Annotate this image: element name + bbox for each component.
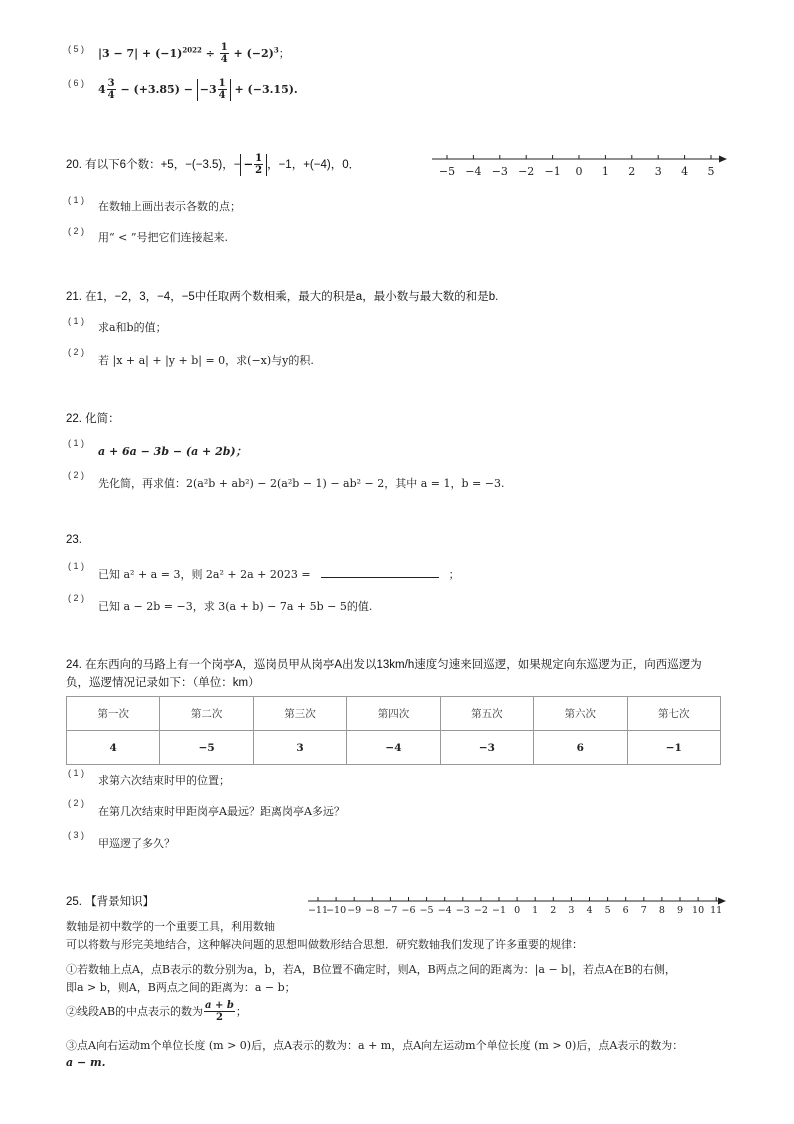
q19-part6-expression: 4 $\frac{3}{4}$ − (+3.85) − −3 $\frac{1}{4}$ + (−3.15).	[98, 78, 298, 101]
answer-blank[interactable]	[321, 567, 439, 578]
tick-label: 2	[628, 165, 636, 178]
table-cell: 6	[534, 731, 627, 765]
q21-part1-text: 求a和b的值；	[98, 321, 167, 334]
tick-label: 4	[586, 905, 593, 916]
tick-label: 5	[604, 905, 611, 916]
tick-label: −2	[518, 165, 535, 178]
part-number: ( 5 )	[68, 44, 85, 54]
tick-label: 2	[550, 905, 557, 916]
tick-label: 4	[681, 165, 689, 178]
q25-rule3-line1: ③点A向右运动m个单位长度 (m > 0)后，点A表示的数为：a + m，点A向左运动m个单位长度 (m > 0)后，点A表示的数为：	[66, 1039, 684, 1052]
q25-rule3-line2: a − m.	[66, 1056, 106, 1069]
q25-intro-line2: 可以将数与形完美地结合，这种解决问题的思想叫做数形结合思想．研究数轴我们发现了许多重要的规律：	[66, 938, 583, 951]
tick-label: 1	[532, 905, 539, 916]
table-header-cell: 第五次	[440, 697, 533, 731]
patrol-record-table	[66, 696, 721, 765]
question-24-title-line2: 负，巡逻情况记录如下：（单位：km）	[66, 677, 260, 689]
table-row	[67, 731, 721, 765]
part-number: ( 1 )	[68, 768, 85, 778]
question-23-title: 23.	[66, 534, 82, 546]
q23-part2-text: 已知 a − 2b = −3，求 3(a + b) − 7a + 5b − 5的值.	[98, 600, 373, 613]
tick-label: 0	[575, 165, 583, 178]
q24-part3-text: 甲巡逻了多久？	[98, 837, 175, 850]
tick-label: −1	[544, 165, 561, 178]
tick-label: 1	[601, 165, 609, 178]
tick-label: 10	[692, 905, 705, 916]
number-line-1	[430, 148, 730, 184]
tick-label: −3	[455, 905, 470, 916]
arrow-icon	[718, 898, 726, 905]
tick-label: −11	[307, 905, 329, 916]
part-number: ( 1 )	[68, 561, 85, 571]
q23-part1-text: 已知 a² + a = 3，则 2a² + 2a + 2023 = ；	[98, 568, 460, 581]
q22-part2-text: 先化简，再求值：2(a²b + ab²) − 2(a²b − 1) − ab² − 2，其中 a = 1，b = −3.	[98, 477, 505, 490]
table-cell: −1	[627, 731, 720, 765]
question-24-title-line1: 24. 在东西向的马路上有一个岗亭A，巡岗员甲从岗亭A出发以13km/h速度匀速来回巡逻，如果规定向东巡逻为正，向西巡逻为	[66, 659, 702, 671]
tick-label: 5	[707, 165, 715, 178]
question-20-title: 20. 有以下6个数：+5，−(−3.5)，− − $\frac{1}{2}$ ，−1，+(−4)，0．	[66, 153, 361, 176]
q24-part2-text: 在第几次结束时甲距岗亭A最远？距离岗亭A多远？	[98, 805, 345, 818]
tick-label: −9	[347, 905, 362, 916]
tick-label: 11	[710, 905, 723, 916]
part-number: ( 2 )	[68, 593, 85, 603]
part-number: ( 1 )	[68, 195, 85, 205]
table-cell: 4	[67, 731, 160, 765]
tick-label: 3	[568, 905, 575, 916]
table-header-cell: 第六次	[534, 697, 627, 731]
table-cell: −4	[347, 731, 440, 765]
tick-label: −1	[491, 905, 507, 916]
q25-rule1-line2: 即a > b，则A，B两点之间的距离为：a − b；	[66, 981, 296, 994]
table-cell: −3	[440, 731, 533, 765]
tick-label: −6	[401, 905, 416, 916]
part-number: ( 3 )	[68, 830, 85, 840]
q21-part2-text: 若 |x + a| + |y + b| = 0，求(−x)与y的积.	[98, 354, 314, 367]
tick-label: 6	[622, 905, 629, 916]
table-header-cell: 第二次	[160, 697, 253, 731]
q19-part5-expression: $|3 - 7| + (-1)^{2022}$ ÷ $\frac{1}{4}$ + $(-2)^3$；	[98, 42, 290, 65]
table-header-cell: 第七次	[627, 697, 720, 731]
q25-rule1-line1: ①若数轴上点A，点B表示的数分别为a，b，若A，B位置不确定时，则A，B两点之间的距离为：|a − b|，若点A在B的右侧，	[66, 963, 676, 976]
part-number: ( 2 )	[68, 347, 85, 357]
part-number: ( 6 )	[68, 78, 85, 88]
tick-label: 9	[676, 905, 684, 916]
q25-rule2: ②线段AB的中点表示的数为 $\frac{a + b}{2}$ ；	[66, 1000, 247, 1023]
q25-intro-line1: 数轴是初中数学的一个重要工具，利用数轴	[66, 920, 275, 933]
tick-label: 8	[658, 905, 665, 916]
part-number: ( 1 )	[68, 316, 85, 326]
q20-part1-text: 在数轴上画出表示各数的点；	[98, 200, 241, 213]
tick-label: −4	[437, 905, 452, 916]
tick-label: 0	[514, 905, 521, 916]
tick-label: −10	[326, 905, 347, 916]
tick-label: 3	[654, 165, 662, 178]
part-number: ( 2 )	[68, 798, 85, 808]
tick-label: −5	[419, 905, 434, 916]
tick-label: −7	[383, 905, 398, 916]
table-header-cell: 第一次	[67, 697, 160, 731]
q24-part1-text: 求第六次结束时甲的位置；	[98, 774, 230, 787]
part-number: ( 2 )	[68, 226, 85, 236]
table-cell: 3	[253, 731, 346, 765]
q20-part2-text: 用“ < ”号把它们连接起来.	[98, 231, 228, 244]
arrow-icon	[719, 156, 727, 163]
question-22-title: 22. 化简：	[66, 413, 120, 425]
q22-part1-expression: a + 6a − 3b − (a + 2b)；	[98, 445, 247, 458]
tick-label: −3	[491, 165, 508, 178]
question-21-title: 21. 在1，−2，3，−4，−5中任取两个数相乘，最大的积是a，最小数与最大数的和是b.	[66, 291, 499, 303]
table-cell: −5	[160, 731, 253, 765]
part-number: ( 2 )	[68, 470, 85, 480]
tick-label: −8	[365, 905, 380, 916]
table-header-cell: 第四次	[347, 697, 440, 731]
tick-label: −5	[438, 165, 456, 178]
number-line-2	[306, 893, 730, 923]
tick-label: 7	[640, 905, 647, 916]
table-header-row	[67, 697, 721, 731]
tick-label: −4	[465, 165, 482, 178]
table-header-cell: 第三次	[253, 697, 346, 731]
tick-label: −2	[473, 905, 488, 916]
part-number: ( 1 )	[68, 438, 85, 448]
question-25-title: 25. 【背景知识】	[66, 896, 155, 908]
